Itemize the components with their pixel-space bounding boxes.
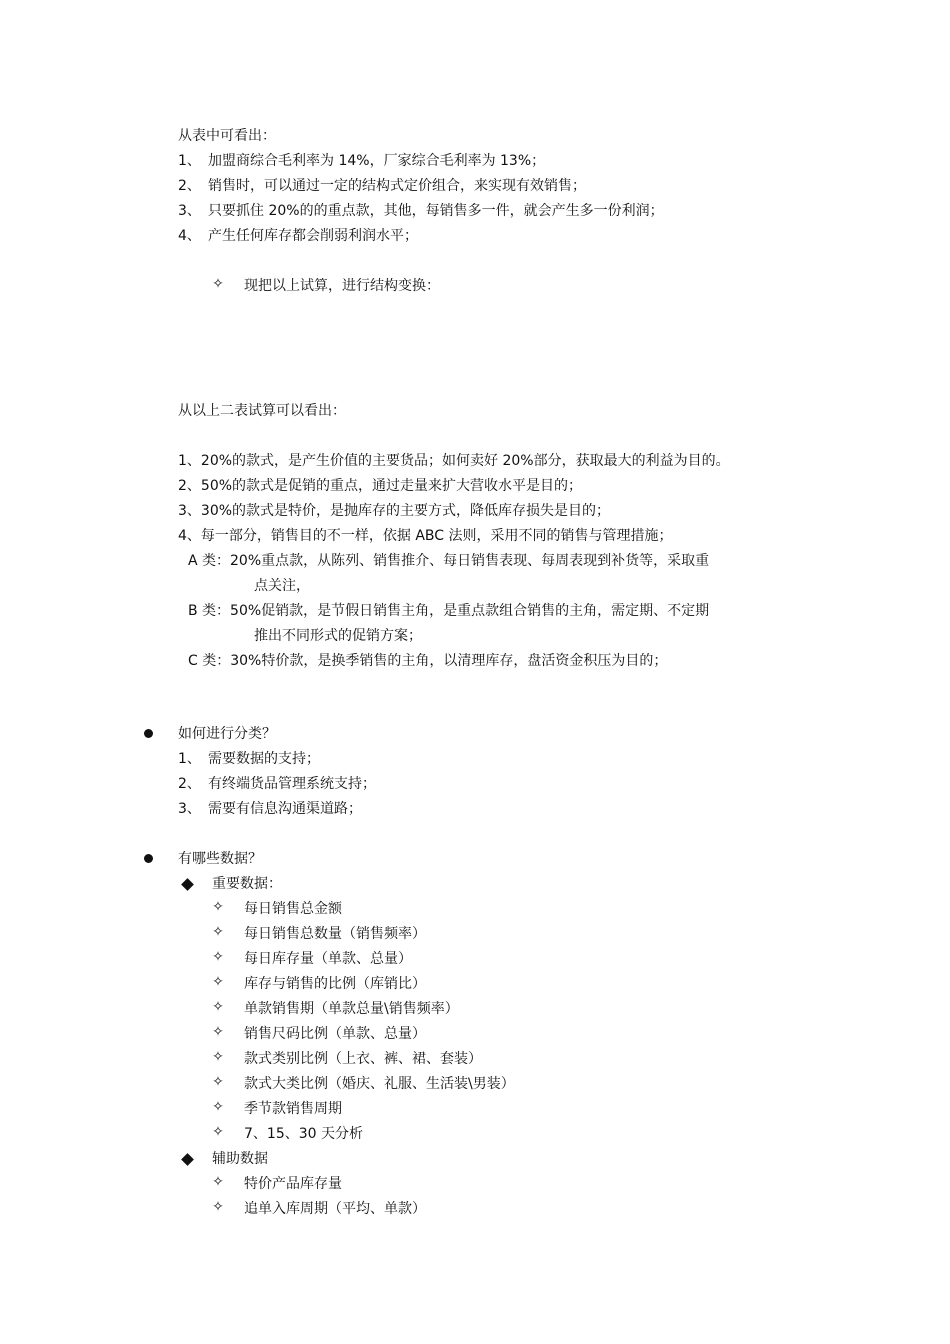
list-item: 每日库存量（单款、总量） <box>244 951 412 967</box>
list-text: 产生任何库存都会削弱利润水平； <box>208 228 418 244</box>
star-bullet-icon: ✧ <box>212 1124 224 1140</box>
star-bullet-icon: ✧ <box>212 899 224 915</box>
star-bullet-icon: ✧ <box>212 1074 224 1090</box>
list-number: 4、 <box>178 228 201 244</box>
star-bullet-icon: ✧ <box>212 1024 224 1040</box>
list-item: 7、15、30 天分析 <box>244 1126 363 1142</box>
list-item: 每日销售总数量（销售频率） <box>244 926 426 942</box>
star-bullet-icon: ✧ <box>212 276 224 292</box>
list-item: 每日销售总金额 <box>244 901 342 917</box>
list-text: 只要抓住 20%的的重点款，其他，每销售多一件，就会产生多一份利润； <box>208 203 664 219</box>
class-c-line: C 类：30%特价款，是换季销售的主角，以清理库存，盘活资金积压为目的； <box>188 653 668 669</box>
list-item: 特价产品库存量 <box>244 1176 342 1192</box>
list-item: 单款销售期（单款总量\销售频率） <box>244 1001 459 1017</box>
list-item: 季节款销售周期 <box>244 1101 342 1117</box>
list-item: 款式类别比例（上衣、裤、裙、套装） <box>244 1051 482 1067</box>
list-item: 销售尺码比例（单款、总量） <box>244 1026 426 1042</box>
class-b-line: B 类：50%促销款，是节假日销售主角，是重点款组合销售的主角，需定期、不定期 <box>188 603 710 619</box>
list-number: 1、 <box>178 751 201 767</box>
list-text: 加盟商综合毛利率为 14%，厂家综合毛利率为 13%； <box>208 153 546 169</box>
list-number: 1、 <box>178 153 201 169</box>
class-a-line: A 类：20%重点款，从陈列、销售推介、每日销售表现、每周表现到补货等，采取重 <box>188 553 710 569</box>
list-text: 需要有信息沟通渠道路； <box>208 801 362 817</box>
list-item: 3、30%的款式是特价，是抛库存的主要方式，降低库存损失是目的； <box>178 503 611 519</box>
list-number: 2、 <box>178 178 201 194</box>
bullet-dot-icon <box>144 729 153 738</box>
list-item: 1、20%的款式，是产生价值的主要货品；如何卖好 20%部分，获取最大的利益为目的。 <box>178 453 730 469</box>
list-text: 有终端货品管理系统支持； <box>208 776 376 792</box>
star-bullet-icon: ✧ <box>212 974 224 990</box>
important-data-label: 重要数据： <box>212 876 282 892</box>
section3-heading: 如何进行分类？ <box>178 726 276 742</box>
list-item <box>178 201 664 221</box>
class-b-continuation: 推出不同形式的促销方案； <box>254 628 422 644</box>
list-item: 4、每一部分，销售目的不一样，依据 ABC 法则，采用不同的销售与管理措施； <box>178 528 673 544</box>
class-a-continuation: 点关注， <box>254 578 310 594</box>
list-text: 需要数据的支持； <box>208 751 320 767</box>
sub-bullet-text: 现把以上试算，进行结构变换： <box>244 278 440 294</box>
bullet-dot-icon <box>144 854 153 863</box>
list-number: 2、 <box>178 776 201 792</box>
list-text: 销售时，可以通过一定的结构式定价组合，来实现有效销售； <box>208 178 586 194</box>
list-item <box>178 151 545 171</box>
star-bullet-icon: ✧ <box>212 949 224 965</box>
list-item <box>178 799 362 819</box>
list-item: 库存与销售的比例（库销比） <box>244 976 426 992</box>
list-number: 3、 <box>178 203 201 219</box>
diamond-bullet-icon <box>181 878 194 891</box>
star-bullet-icon: ✧ <box>212 999 224 1015</box>
section2-intro: 从以上二表试算可以看出： <box>178 403 346 419</box>
star-bullet-icon: ✧ <box>212 924 224 940</box>
list-item <box>178 226 418 246</box>
star-bullet-icon: ✧ <box>212 1099 224 1115</box>
list-number: 3、 <box>178 801 201 817</box>
aux-data-label: 辅助数据 <box>212 1151 268 1167</box>
list-item <box>178 749 320 769</box>
list-item <box>178 774 376 794</box>
list-item: 款式大类比例（婚庆、礼服、生活装\男装） <box>244 1076 515 1092</box>
list-item <box>178 176 586 196</box>
list-item: 2、50%的款式是促销的重点，通过走量来扩大营收水平是目的； <box>178 478 583 494</box>
diamond-bullet-icon <box>181 1153 194 1166</box>
star-bullet-icon: ✧ <box>212 1174 224 1190</box>
list-item: 追单入库周期（平均、单款） <box>244 1201 426 1217</box>
section4-heading: 有哪些数据？ <box>178 851 262 867</box>
section1-intro: 从表中可看出： <box>178 128 276 144</box>
star-bullet-icon: ✧ <box>212 1199 224 1215</box>
star-bullet-icon: ✧ <box>212 1049 224 1065</box>
